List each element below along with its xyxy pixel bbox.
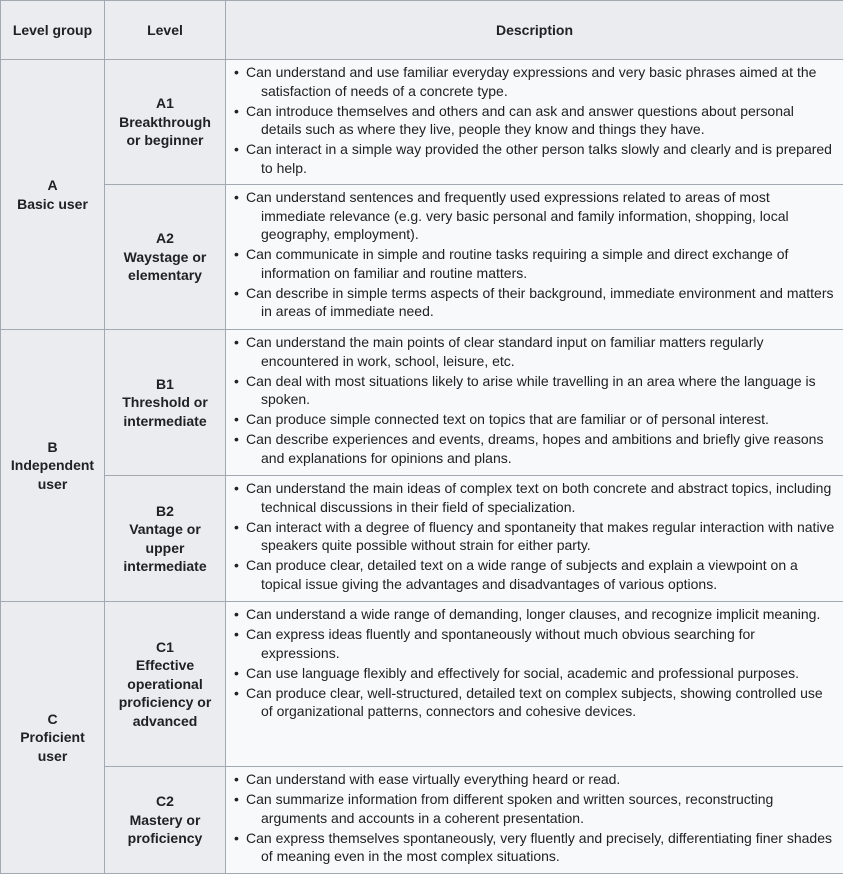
list-item: • Can understand sentences and frequently used expressions related to areas of most immediate relevance (e.g. very basic personal and family information, shopping, local geography, employment). xyxy=(234,189,789,242)
level-group-name: Proficient user xyxy=(20,729,85,764)
list-item: • Can describe experiences and events, dreams, hopes and ambitions and briefly give reasons and explanations for opinions and plans. xyxy=(234,431,824,466)
list-item: • Can interact in a simple way provided the other person talks slowly and clearly and is prepared to help. xyxy=(234,141,832,176)
description-list xyxy=(234,479,837,593)
level-code: A2 xyxy=(156,230,174,247)
description-a1 xyxy=(226,60,843,185)
table-row xyxy=(1,330,843,476)
level-group-name: Basic user xyxy=(17,195,88,212)
table-row xyxy=(1,602,843,767)
level-code: C2 xyxy=(156,793,174,810)
list-item: • Can understand with ease virtually everything heard or read. xyxy=(234,771,621,787)
level-b2 xyxy=(105,476,226,602)
list-item: • Can express themselves spontaneously, very fluently and precisely, differentiating finer shades of meaning even in the most complex situations. xyxy=(234,829,832,864)
list-item: • Can summarize information from different spoken and written sources, reconstructing arguments and accounts in a coherent presentation. xyxy=(234,791,774,826)
level-name-line: intermediate xyxy=(123,558,207,574)
level-group-c xyxy=(1,602,105,874)
level-name-line: proficiency xyxy=(127,830,203,847)
list-item: • Can express ideas fluently and spontaneously without much obvious searching for expressions. xyxy=(234,626,755,661)
level-code: B1 xyxy=(156,375,174,392)
list-item: • Can produce clear, well-structured, detailed text on complex subjects, showing controlled use of organizational patterns, connectors and cohesive devices. xyxy=(234,684,823,719)
table-row xyxy=(1,476,843,602)
level-name-line: elementary xyxy=(128,267,202,284)
level-name-line: advanced xyxy=(132,712,198,729)
description-c1 xyxy=(226,602,843,767)
list-item: • Can understand and use familiar everyday expressions and very basic phrases aimed at the satisfaction of needs of a concrete type. xyxy=(234,64,817,99)
description-b2 xyxy=(226,476,843,602)
level-group-b xyxy=(1,330,105,602)
description-list xyxy=(234,770,837,866)
level-name-line: proficiency or xyxy=(118,694,212,711)
list-item: • Can deal with most situations likely to arise while travelling in an area where the language is spoken. xyxy=(234,372,816,407)
list-item: • Can use language flexibly and effectively for social, academic and professional purposes. xyxy=(234,664,800,681)
list-item: • Can produce simple connected text on topics that are familiar or of personal interest. xyxy=(234,411,769,427)
header-level-group: Level group xyxy=(1,1,105,60)
list-item: • Can interact with a degree of fluency and spontaneity that makes regular interaction with native speakers quite possible without strain for either party. xyxy=(234,518,835,553)
list-item: • Can understand the main ideas of complex text on both concrete and abstract topics, including technical discussions in their field of specialization. xyxy=(234,480,832,515)
list-item: • Can introduce themselves and others and can ask and answer questions about personal details such as where they live, people they know and things they have. xyxy=(234,102,794,137)
table-row xyxy=(1,767,843,874)
table-row xyxy=(1,60,843,185)
list-item: • Can communicate in simple and routine tasks requiring a simple and direct exchange of information on familiar and routine matters. xyxy=(234,246,789,281)
level-name-line: Breakthrough xyxy=(119,113,211,130)
description-b1 xyxy=(226,330,843,476)
level-c2 xyxy=(105,767,226,874)
level-name-line: Waystage or xyxy=(123,248,207,265)
level-name-line: or beginner xyxy=(126,132,204,149)
description-c2 xyxy=(226,767,843,874)
level-code: A1 xyxy=(156,95,174,112)
header-row xyxy=(1,1,843,60)
level-group-letter: A xyxy=(47,177,58,193)
level-a1 xyxy=(105,60,226,185)
level-name-line: Vantage or xyxy=(129,521,201,537)
level-name-line: Effective xyxy=(135,657,195,674)
header-description: Description xyxy=(226,1,843,60)
description-list xyxy=(234,605,837,721)
level-c1 xyxy=(105,602,226,767)
level-name-line: operational xyxy=(127,675,203,692)
level-name-line: Mastery or xyxy=(129,811,201,828)
description-list xyxy=(234,63,837,177)
list-item: • Can produce clear, detailed text on a wide range of subjects and explain a viewpoint on a topical issue giving the advantages and disadvantages of various options. xyxy=(234,557,798,592)
level-name-line: Threshold or xyxy=(122,394,208,411)
list-item: • Can understand the main points of clear standard input on familiar matters regularly encountered in work, school, leisure, etc. xyxy=(234,334,764,369)
level-b1 xyxy=(105,330,226,476)
level-group-letter: B xyxy=(47,438,58,455)
table-row xyxy=(1,185,843,330)
description-a2 xyxy=(226,185,843,330)
description-list xyxy=(234,188,837,321)
description-list xyxy=(234,333,837,467)
level-group-letter: C xyxy=(47,710,58,727)
header-level: Level xyxy=(105,1,226,60)
level-name-line: intermediate xyxy=(123,412,207,429)
level-code: C1 xyxy=(156,638,174,655)
level-group-a xyxy=(1,60,105,330)
level-group-name: Independent user xyxy=(10,457,95,492)
level-a2 xyxy=(105,185,226,330)
level-name-line: upper xyxy=(145,539,185,556)
level-code: B2 xyxy=(156,502,174,519)
list-item: • Can describe in simple terms aspects of their background, immediate environment and matters in areas of immediate need. xyxy=(234,284,834,319)
list-item: • Can understand a wide range of demanding, longer clauses, and recognize implicit meaning. xyxy=(234,606,821,622)
